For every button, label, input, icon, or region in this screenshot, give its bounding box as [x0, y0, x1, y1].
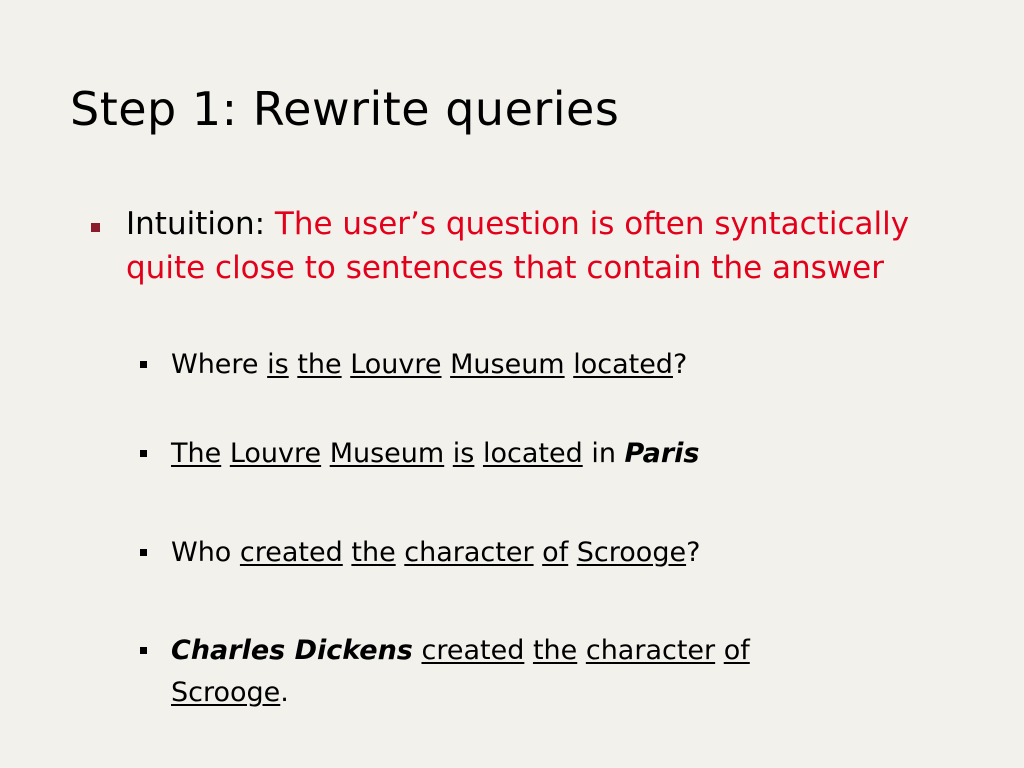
- bullet-square-icon: [140, 450, 147, 457]
- underlined-word: of: [542, 537, 569, 568]
- underlined-word: created: [421, 635, 525, 666]
- answer-word: Paris: [624, 438, 700, 469]
- example-question-2: [140, 532, 960, 574]
- underlined-word: Museum: [329, 438, 445, 469]
- example-line: [171, 433, 960, 475]
- example-answer-2: [140, 630, 860, 714]
- underlined-word: Scrooge: [576, 537, 687, 568]
- underlined-word: character: [404, 537, 534, 568]
- underlined-word: is: [267, 349, 289, 380]
- intuition-label: Intuition:: [126, 206, 266, 242]
- punctuation: ?: [686, 537, 701, 568]
- underlined-word: Louvre: [229, 438, 322, 469]
- underlined-word: of: [723, 635, 750, 666]
- underlined-word: located: [573, 349, 673, 380]
- word: Who: [171, 537, 232, 568]
- word: in: [591, 438, 616, 469]
- answer-word: Charles Dickens: [171, 635, 413, 666]
- example-answer-1: [140, 433, 960, 475]
- punctuation: .: [280, 677, 289, 708]
- word: Where: [171, 349, 259, 380]
- intuition-bullet: [126, 202, 946, 290]
- example-line: [171, 630, 860, 714]
- example-question-1: [140, 344, 960, 386]
- bullet-square-icon: [91, 223, 100, 232]
- underlined-word: Louvre: [350, 349, 442, 380]
- underlined-word: The: [171, 438, 222, 469]
- underlined-word: the: [297, 349, 342, 380]
- underlined-word: created: [239, 537, 343, 568]
- bullet-square-icon: [140, 549, 147, 556]
- example-line: [171, 532, 960, 574]
- bullet-square-icon: [140, 647, 147, 654]
- bullet-square-icon: [140, 361, 147, 368]
- underlined-word: the: [351, 537, 396, 568]
- underlined-word: the: [532, 635, 578, 666]
- underlined-word: located: [482, 438, 583, 469]
- underlined-word: Museum: [450, 349, 565, 380]
- punctuation: ?: [672, 349, 688, 380]
- underlined-word: is: [452, 438, 475, 469]
- underlined-word: character: [585, 635, 716, 666]
- intuition-text: The user’s question is often syntactically quite close to sentences that contain the answer: [126, 206, 910, 286]
- slide-title: Step 1: Rewrite queries: [70, 82, 620, 136]
- underlined-word: Scrooge: [171, 677, 281, 708]
- example-line: [171, 344, 960, 386]
